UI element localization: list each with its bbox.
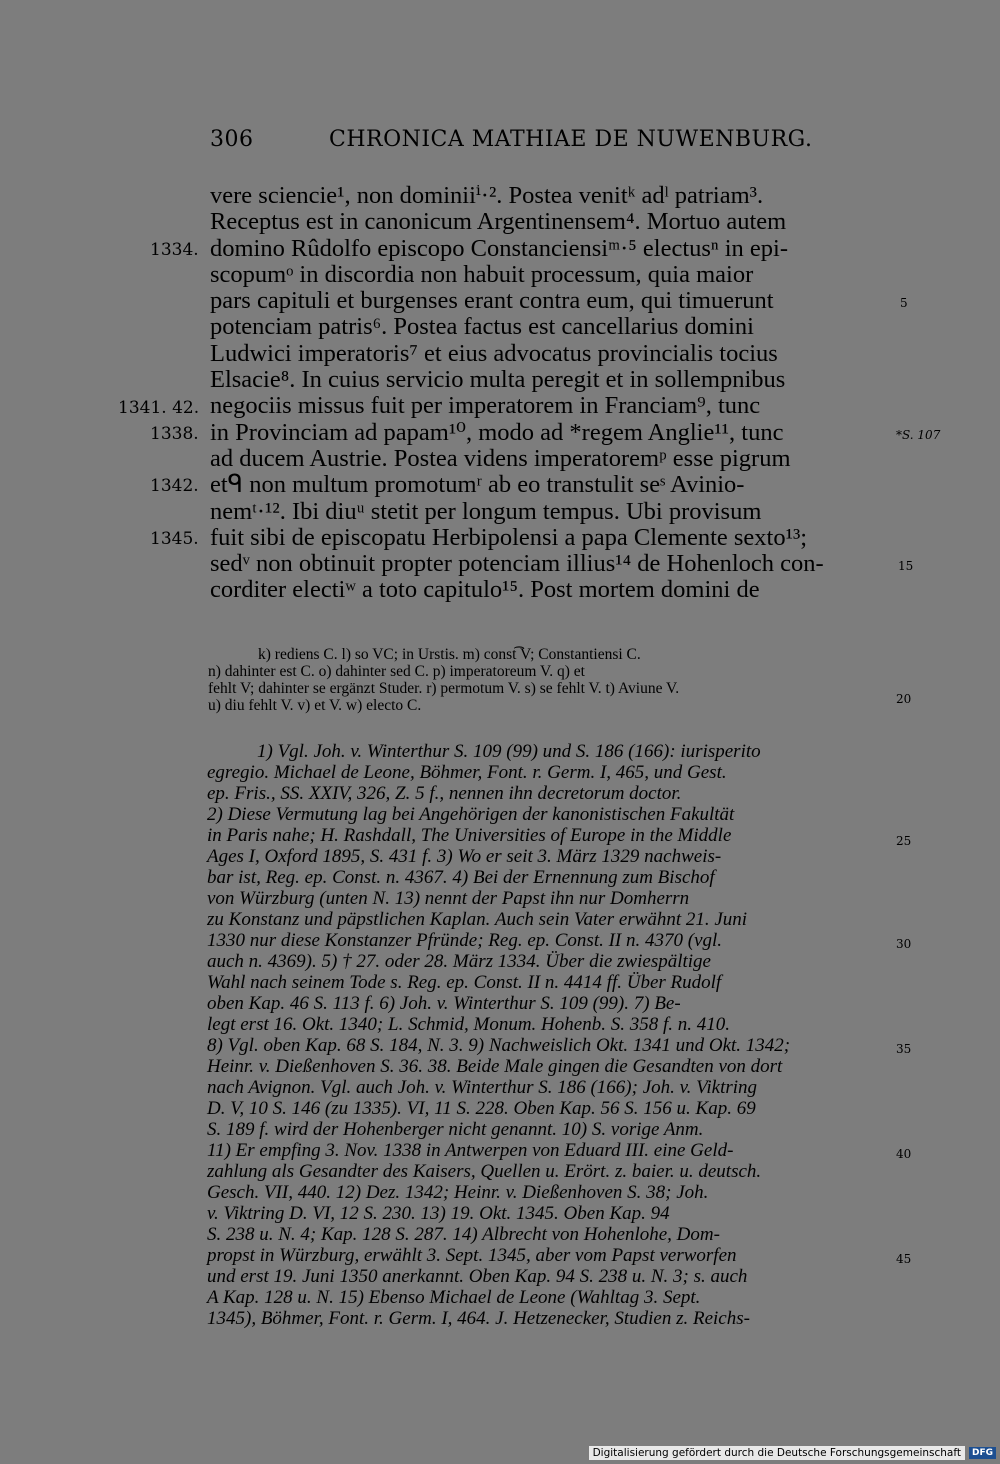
footnote-line: D. V, 10 S. 146 (zu 1335). VI, 11 S. 228. Oben Kap. 56 S. 156 u. Kap. 69 <box>207 1098 756 1119</box>
footnote-line: S. 189 f. wird der Hohenberger nicht genannt. 10) S. vorige Anm. <box>207 1119 704 1140</box>
footnote-line: 1345), Böhmer, Font. r. Germ. I, 464. J. Hetzenecker, Studien z. Reichs- <box>207 1308 750 1329</box>
text-line: scopumᵒ in discordia non habuit processum, quia maior <box>210 260 754 288</box>
footnote-line: von Würzburg (unten N. 13) nennt der Papst ihn nur Domherrn <box>207 888 690 909</box>
margin-page-ref: *S. 107 <box>896 428 941 442</box>
footnotes <box>207 741 790 1329</box>
text-line: in Provinciam ad papam¹⁰, modo ad *regem Anglie¹¹, tunc <box>210 418 784 446</box>
footnote-line: auch n. 4369). 5) † 27. oder 28. März 1334. Über die zwiespältige <box>207 951 711 972</box>
text-line: Ludwici imperatoris⁷ et eius advocatus provincialis tocius <box>210 339 778 367</box>
variant-notes <box>208 646 679 714</box>
text-line: negociis missus fuit per imperatorem in Franciam⁹, tunc <box>210 392 761 420</box>
line-number: 25 <box>896 834 912 848</box>
line-number: 35 <box>896 1042 912 1056</box>
margin-year: 1334. <box>150 240 199 260</box>
page-number: 306 <box>210 127 254 152</box>
text-line: sedᵛ non obtinuit propter potenciam illius¹⁴ de Hohenloch con- <box>210 550 824 578</box>
footer-credit <box>589 1446 996 1460</box>
margin-year: 1338. <box>150 424 199 444</box>
footnote-line: 2) Diese Vermutung lag bei Angehörigen der kanonistischen Fakultät <box>207 804 735 825</box>
running-title: CHRONICA MATHIAE DE NUWENBURG. <box>329 127 813 152</box>
footnote-line: Gesch. VII, 440. 12) Dez. 1342; Heinr. v. Dießenhoven S. 38; Joh. <box>207 1182 709 1203</box>
line-number: 5 <box>900 296 908 310</box>
footnote-line: nach Avignon. Vgl. auch Joh. v. Winterthur S. 186 (166); Joh. v. Viktring <box>207 1077 758 1098</box>
footnote-line: propst in Würzburg, erwählt 3. Sept. 1345, aber vom Papst verworfen <box>207 1245 737 1266</box>
text-line: nemᵗ·¹². Ibi diuᵘ stetit per longum tempus. Ubi provisum <box>210 497 762 525</box>
footer-credit-text: Digitalisierung gefördert durch die Deutsche Forschungsgemeinschaft <box>589 1446 965 1460</box>
footnote-line: zu Konstanz und päpstlichen Kaplan. Auch sein Vater erwähnt 21. Juni <box>207 909 748 930</box>
text-line: corditer electiʷ a toto capitulo¹⁵. Post mortem domini de <box>210 576 760 604</box>
margin-year: 1342. <box>150 476 199 496</box>
footnote-line: und erst 19. Juni 1350 anerkannt. Oben Kap. 94 S. 238 u. N. 3; s. auch <box>207 1266 748 1287</box>
margin-year: 1345. <box>150 529 199 549</box>
variant-line: fehlt V; dahinter se ergänzt Studer. r) permotum V. s) se fehlt V. t) Aviune V. <box>208 680 680 697</box>
footnote-line: A Kap. 128 u. N. 15) Ebenso Michael de Leone (Wahltag 3. Sept. <box>207 1287 701 1308</box>
text-line: potenciam patris⁶. Postea factus est cancellarius domini <box>210 313 754 341</box>
footnote-line: in Paris nahe; H. Rashdall, The Universities of Europe in the Middle <box>207 825 732 846</box>
text-line: pars capituli et burgenses erant contra eum, qui timuerunt <box>210 287 774 315</box>
footnote-line: 1) Vgl. Joh. v. Winterthur S. 109 (99) und S. 186 (166): iurisperito <box>257 741 761 762</box>
variant-line: n) dahinter est C. o) dahinter sed C. p) imperatoreum V. q) et <box>208 663 585 680</box>
line-number: 45 <box>896 1252 912 1266</box>
text-line: fuit sibi de episcopatu Herbipolensi a papa Clemente sexto¹³; <box>210 523 808 551</box>
footnote-line: ep. Fris., SS. XXIV, 326, Z. 5 f., nennen ihn decretorum doctor. <box>207 783 682 804</box>
footnote-line: bar ist, Reg. ep. Const. n. 4367. 4) Bei der Ernennung zum Bischof <box>207 867 715 888</box>
footnote-line: legt erst 16. Okt. 1340; L. Schmid, Monum. Hohenb. S. 358 f. n. 410. <box>207 1014 730 1035</box>
footnote-line: v. Viktring D. VI, 12 S. 230. 13) 19. Okt. 1345. Oben Kap. 94 <box>207 1203 670 1224</box>
text-line: Receptus est in canonicum Argentinensem⁴. Mortuo autem <box>210 208 787 236</box>
footnote-line: Wahl nach seinem Tode s. Reg. ep. Const. II n. 4414 ff. Über Rudolf <box>207 972 722 993</box>
text-line: ad ducem Austrie. Postea videns imperatoremᵖ esse pigrum <box>210 444 791 472</box>
line-number: 40 <box>896 1147 912 1161</box>
footnote-line: oben Kap. 46 S. 113 f. 6) Joh. v. Winterthur S. 109 (99). 7) Be- <box>207 993 681 1014</box>
line-number: 20 <box>896 692 912 706</box>
margin-year: 1341. 42. <box>118 398 200 418</box>
footnote-line: 8) Vgl. oben Kap. 68 S. 184, N. 3. 9) Nachweislich Okt. 1341 und Okt. 1342; <box>207 1035 791 1056</box>
text-line: Elsacie⁸. In cuius servicio multa peregit et in sollempnibus <box>210 366 786 394</box>
footnote-line: egregio. Michael de Leone, Böhmer, Font. r. Germ. I, 465, und Gest. <box>207 762 727 783</box>
line-number: 30 <box>896 937 912 951</box>
footnote-line: 1330 nur diese Konstanzer Pfründe; Reg. ep. Const. II n. 4370 (vgl. <box>207 930 723 951</box>
footnote-line: Heinr. v. Dießenhoven S. 36. 38. Beide Male gingen die Gesandten von dort <box>207 1056 783 1077</box>
footnote-line: Ages I, Oxford 1895, S. 431 f. 3) Wo er seit 3. März 1329 nachweis- <box>207 846 722 867</box>
text-line: vere sciencie¹, non dominiiⁱ·². Postea venitᵏ adˡ patriam³. <box>210 182 764 209</box>
variant-line: k) rediens C. l) so VC; in Urstis. m) const͡ V; Constantiensi C. <box>258 646 641 663</box>
variant-line: u) diu fehlt V. v) et V. w) electo C. <box>208 697 422 714</box>
footnote-line: S. 238 u. N. 4; Kap. 128 S. 287. 14) Albrecht von Hohenlohe, Dom- <box>207 1224 720 1245</box>
line-number: 15 <box>898 559 914 573</box>
text-line: etᑫ non multum promotumʳ ab eo transtulit seˢ Avinio- <box>210 471 745 499</box>
text-line: domino Rûdolfo episcopo Constanciensiᵐ·⁵ electusⁿ in epi- <box>210 234 789 262</box>
footnote-line: 11) Er empfing 3. Nov. 1338 in Antwerpen von Eduard III. eine Geld- <box>207 1140 734 1161</box>
dfg-logo: DFG <box>969 1447 996 1459</box>
main-text <box>210 183 824 604</box>
footnote-line: zahlung als Gesandter des Kaisers, Quellen u. Erört. z. baier. u. deutsch. <box>207 1161 762 1182</box>
